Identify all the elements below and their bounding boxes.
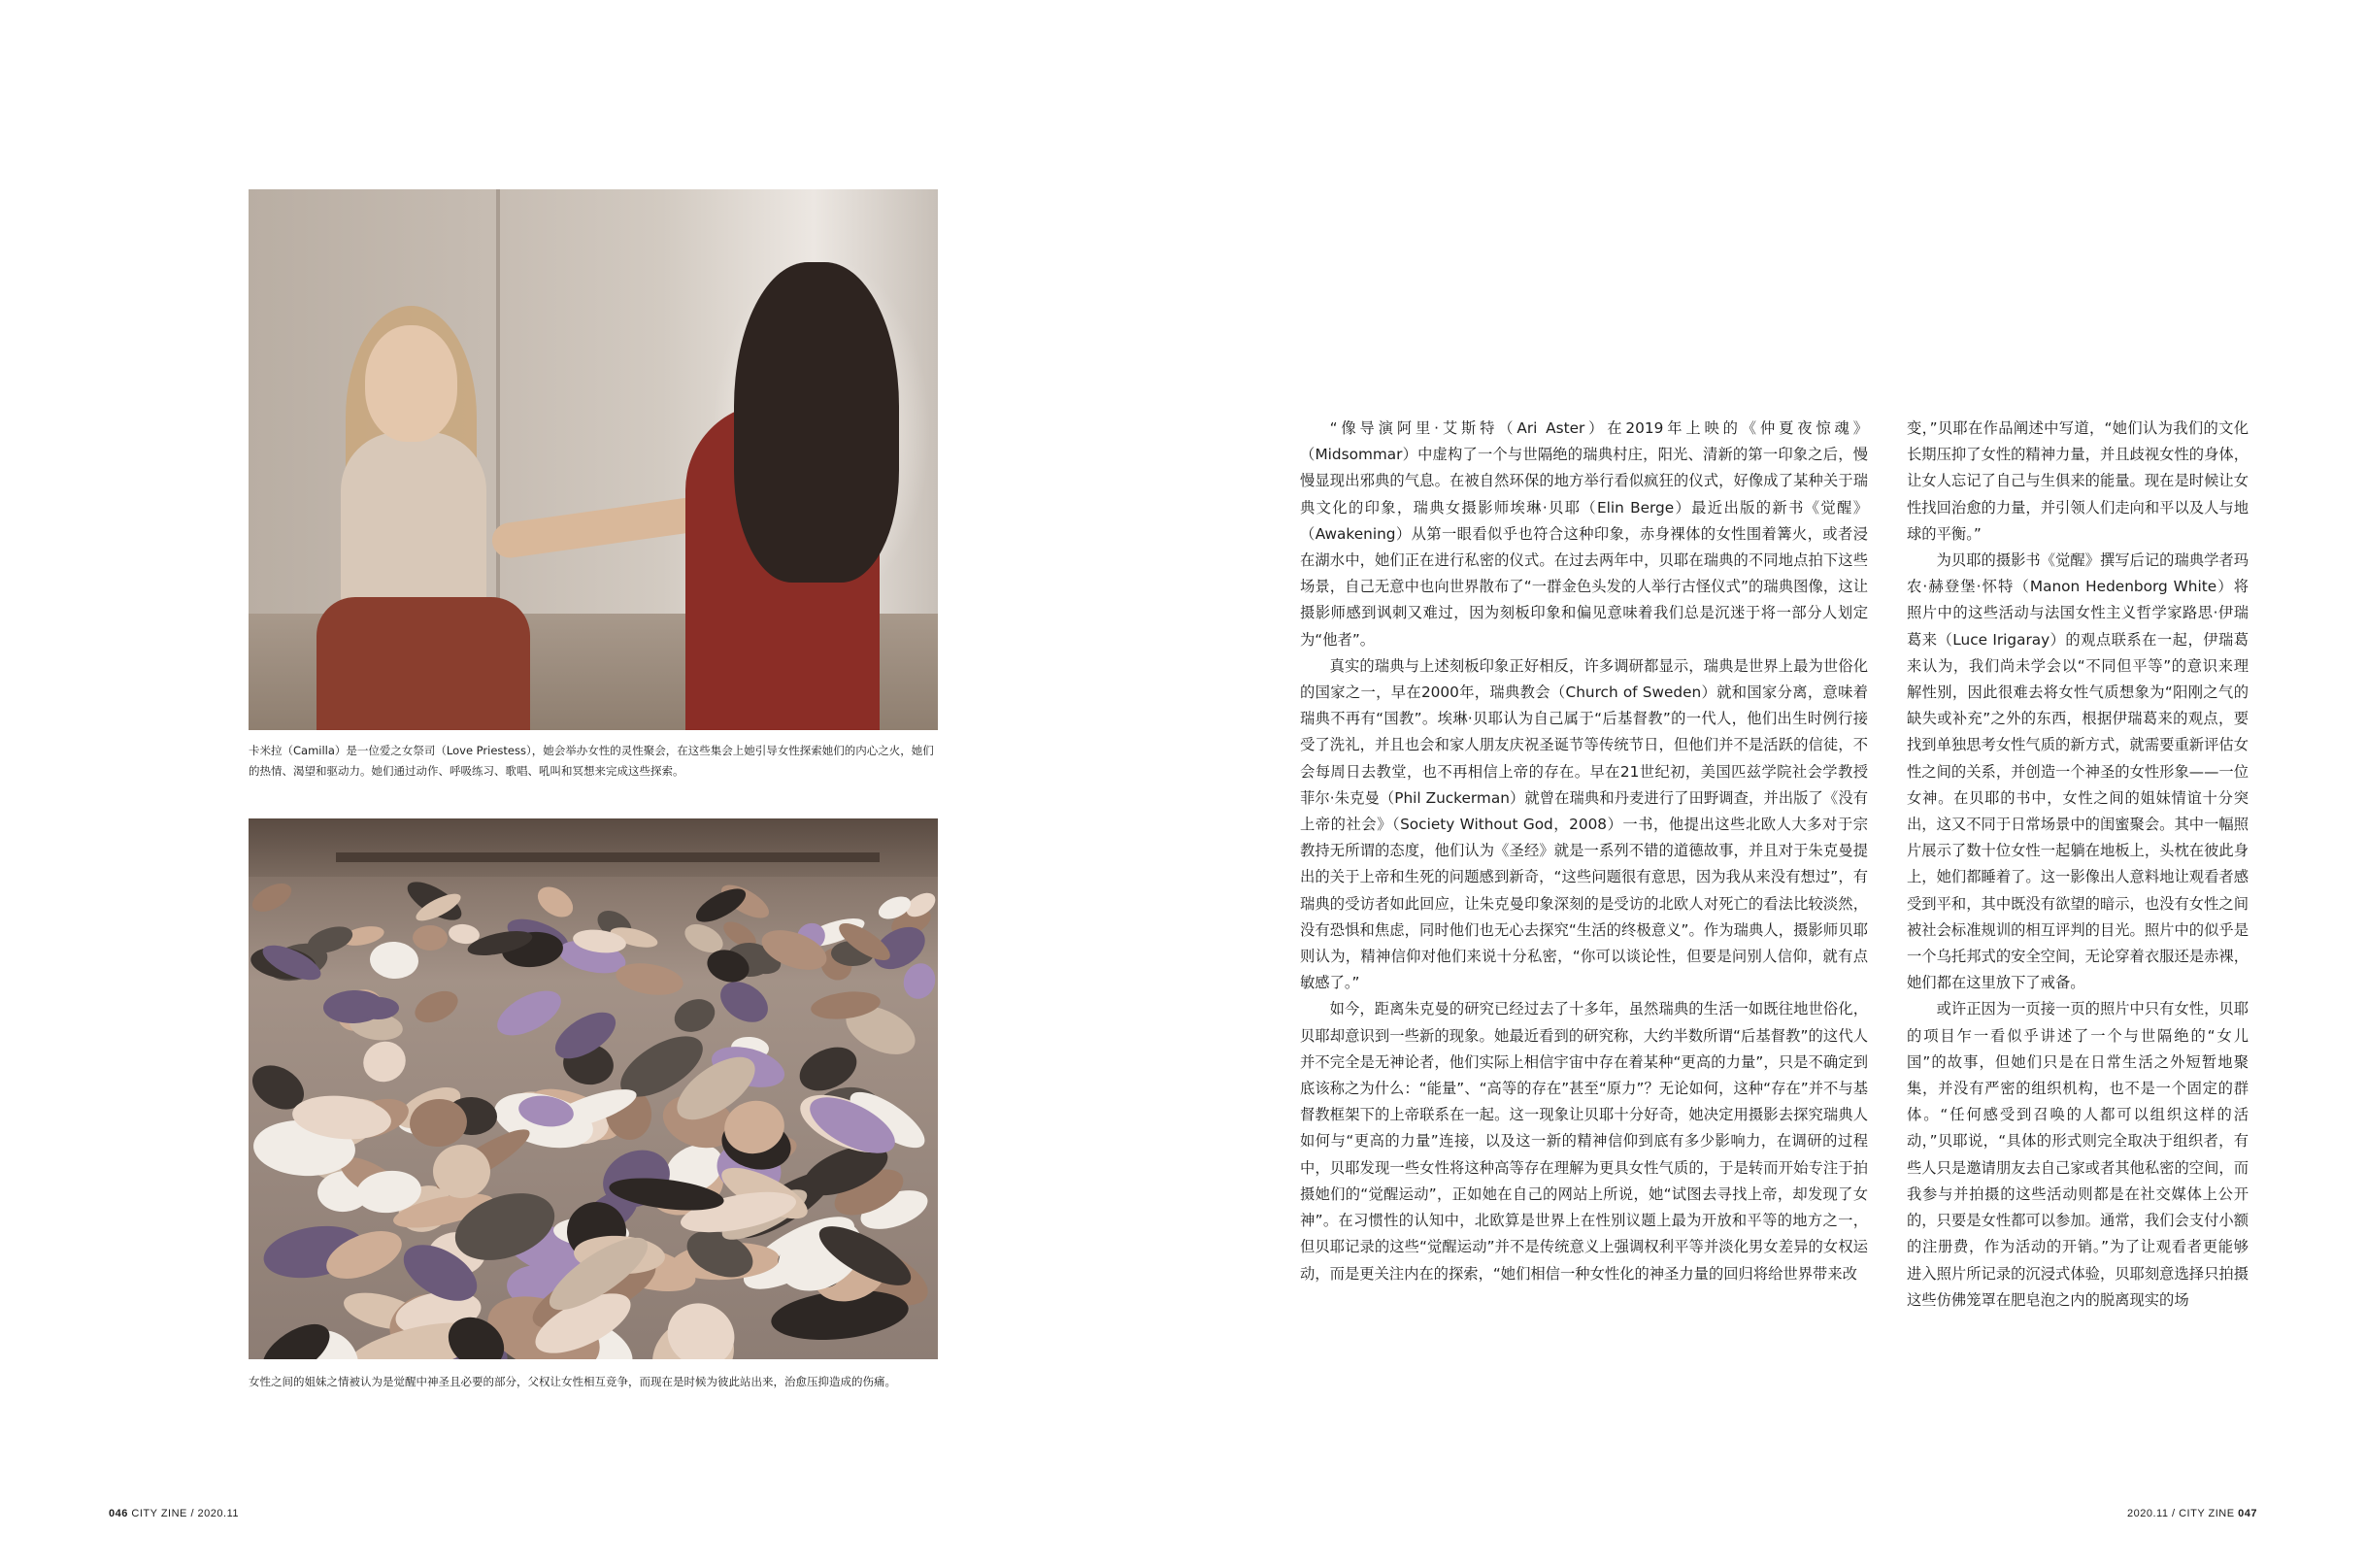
photo-crowd-figure <box>713 974 775 1031</box>
photo-figure-b-hair <box>734 262 899 583</box>
article-paragraph: 为贝耶的摄影书《觉醒》撰写后记的瑞典学者玛农·赫登堡·怀特（Manon Hedenborg White）将照片中的这些活动与法国女性主义哲学家路思·伊瑞葛来（Luce Irigaray）的观点联系在一起，伊瑞葛来认为，我们尚未学会以“不同但平等”的意识来理解性别，因此很难去将女性气质想象为“阳刚之气的缺失或补充”之外的东西，根据伊瑞葛来的观点，要找到单独思考女性气质的新方式，就需要重新评估女性之间的关系，并创造一个神圣的女性形象——一位女神。在贝耶的书中，女性之间的姐妹情谊十分突出，这又不同于日常场景中的闺蜜聚会。其中一幅照片展示了数十位女性一起躺在地板上，头枕在彼此身上，她们都睡着了。这一影像出人意料地让观看者感受到平和，其中既没有欲望的暗示，也没有女性之间被社会标准规训的相互评判的目光。照片中的似乎是一个乌托邦式的安全空间，无论穿着衣服还是赤裸，她们都在这里放下了戒备。 <box>1907 551 2249 992</box>
folio-text-right: 2020.11 / CITY ZINE <box>2127 1508 2239 1519</box>
article-paragraph: 如今，距离朱克曼的研究已经过去了十多年，虽然瑞典的生活一如既往地世俗化，贝耶却意识到一些新的现象。她最近看到的研究称，大约半数所谓“后基督教”的这代人并不完全是无神论者，他们实际上相信宇宙中存在着某种“更高的力量”，只是不确定到底该称之为什么：“能量”、“高等的存在”甚至“原力”？无论如何，这种“存在”并不与基督教框架下的上帝联系在一起。这一现象让贝耶十分好奇，她决定用摄影去探究瑞典人如何与“更高的力量”连接，以及这一新的精神信仰到底有多少影响力，在调研的过程中，贝耶发现一些女性将这种高等存在理解为更具女性气质的，于是转而开始专注于拍摄她们的“觉醒运动”，正如她在自己的网站上所说，她“试图去寻找上帝，却发现了女神”。在习惯性的认知中，北欧算是世界上在性别议题上最为开放和平等的地方之一，但贝耶记录的这些“觉醒运动”并不是传统意义上强调权利平等并淡化男女差异的女权运动，而是更关注内在的探索，“她们相信一种女性化的神圣力量的回归将给世界带来改 <box>1300 1000 1868 1283</box>
article-column-1 <box>1300 416 1868 1287</box>
photo-crowd-figure <box>614 959 685 1000</box>
photo-reaching-arms <box>490 494 716 560</box>
article-paragraph: 或许正因为一页接一页的照片中只有女性，贝耶的项目乍一看似乎讲述了一个与世隔绝的“女儿国”的故事，但她们只是在日常生活之外短暂地聚集，并没有严密的组织机构，也不是一个固定的群体。“任何感受到召唤的人都可以组织这样的活动，”贝耶说，“具体的形式则完全取决于组织者，有些人只是邀请朋友去自己家或者其他私密的空间，而我参与并拍摄的这些活动则都是在社交媒体上公开的，只要是女性都可以参加。通常，我们会支付小额的注册费，作为活动的开销。”为了让观看者更能够进入照片所记录的沉浸式体验，贝耶刻意选择只拍摄这些仿佛笼罩在肥皂泡之内的脱离现实的场 <box>1907 1000 2249 1309</box>
article-paragraph: 真实的瑞典与上述刻板印象正好相反，许多调研都显示，瑞典是世界上最为世俗化的国家之一，早在2000年，瑞典教会（Church of Sweden）就和国家分离，意味着瑞典不再有“国教”。埃琳·贝耶认为自己属于“后基督教”的一代人，他们出生时例行接受了洗礼，并且也会和家人朋友庆祝圣诞节等传统节日，但他们并不是活跃的信徒，不会每周日去教堂，也不再相信上帝的存在。早在21世纪初，美国匹兹学院社会学教授菲尔·朱克曼（Phil Zuckerman）就曾在瑞典和丹麦进行了田野调查，并出版了《没有上帝的社会》（Society Without God，2008）一书，他提出这些北欧人大多对于宗教持无所谓的态度，他们认为《圣经》就是一系列不错的道德故事，并且对于朱克曼提出的关于上帝和生死的问题感到新奇，“这些问题很有意思，因为我从来没有想过”，有瑞典的受访者如此回应，让朱克曼印象深刻的是受访的北欧人对死亡的看法比较淡然，没有恐惧和焦虑，同时他们也无心去探究“生活的终极意义”。作为瑞典人，摄影师贝耶则认为，精神信仰对他们来说十分私密，“你可以谈论性，但要是问别人信仰，就有点敏感了。” <box>1300 656 1868 992</box>
photo-ceiling <box>249 818 938 877</box>
page-number-left: 046 <box>109 1508 128 1519</box>
photo-ceiling-beam <box>336 852 880 862</box>
photo-crowd-figure <box>357 1035 413 1088</box>
photo-crowd-figure <box>369 940 420 980</box>
photo-crowd-figure <box>532 881 579 923</box>
page-number-right: 047 <box>2238 1508 2257 1519</box>
photo-crowd-figure <box>490 982 568 1045</box>
photo-crowd-figure <box>413 925 448 951</box>
folio-text-left: CITY ZINE / 2020.11 <box>127 1508 239 1519</box>
photo-caption-1: 卡米拉（Camilla）是一位爱之女祭司（Love Priestess），她会举办女性的灵性聚会，在这些集会上她引导女性探索她们的内心之火，她们的热情、渴望和驱动力。她们通过动作、呼吸练习、歌唱、吼叫和冥想来完成这些探索。 <box>249 744 934 778</box>
photo-crowd-figure <box>899 959 938 1003</box>
article-paragraph: “像导演阿里·艾斯特（Ari Aster）在2019年上映的《仲夏夜惊魂》（Midsommar）中虚构了一个与世隔绝的瑞典村庄，阳光、清新的第一印象之后，慢慢显现出邪典的气息。在被自然环保的地方举行看似疯狂的仪式，好像成了某种关于瑞典文化的印象，瑞典女摄影师埃琳·贝耶（Elin Berge）最近出版的新书《觉醒》（Awakening）从第一眼看似乎也符合这种印象，赤身裸体的女性围着篝火，或者浸在湖水中，她们正在进行私密的仪式。在过去两年中，贝耶在瑞典的不同地点拍下这些场景，自己无意中也向世界散布了“一群金色头发的人举行古怪仪式”的瑞典图像，这让摄影师感到讽刺又难过，因为刻板印象和偏见意味着我们总是沉迷于将一部分人划定为“他者”。 <box>1300 419 1868 649</box>
photo-crowd-figure <box>410 984 462 1028</box>
folio-right <box>2127 1508 2257 1519</box>
photo-camilla-ritual <box>249 189 938 730</box>
photo-crowd-figure <box>249 878 296 917</box>
article-paragraph: 变，”贝耶在作品阐述中写道，“她们认为我们的文化长期压抑了女性的精神力量，并且歧视女性的身体，让女人忘记了自己与生俱来的能量。现在是时候让女性找回治愈的力量，并引领人们走向和平以及人与地球的平衡。” <box>1907 419 2249 543</box>
photo-figure-a-head <box>365 325 457 442</box>
photo-caption-2: 女性之间的姐妹之情被认为是觉醒中神圣且必要的部分，父权让女性相互竞争，而现在是时候为彼此站出来，治愈压抑造成的伤痛。 <box>249 1375 896 1388</box>
folio-left <box>109 1508 239 1519</box>
photo-crowd-figure <box>670 993 720 1038</box>
right-page <box>1183 0 2366 1568</box>
photo-figure-a-skirt <box>317 597 530 730</box>
article-column-2 <box>1907 416 2249 1314</box>
photo-figure-a-body <box>341 432 486 617</box>
photo-women-resting <box>249 818 938 1359</box>
